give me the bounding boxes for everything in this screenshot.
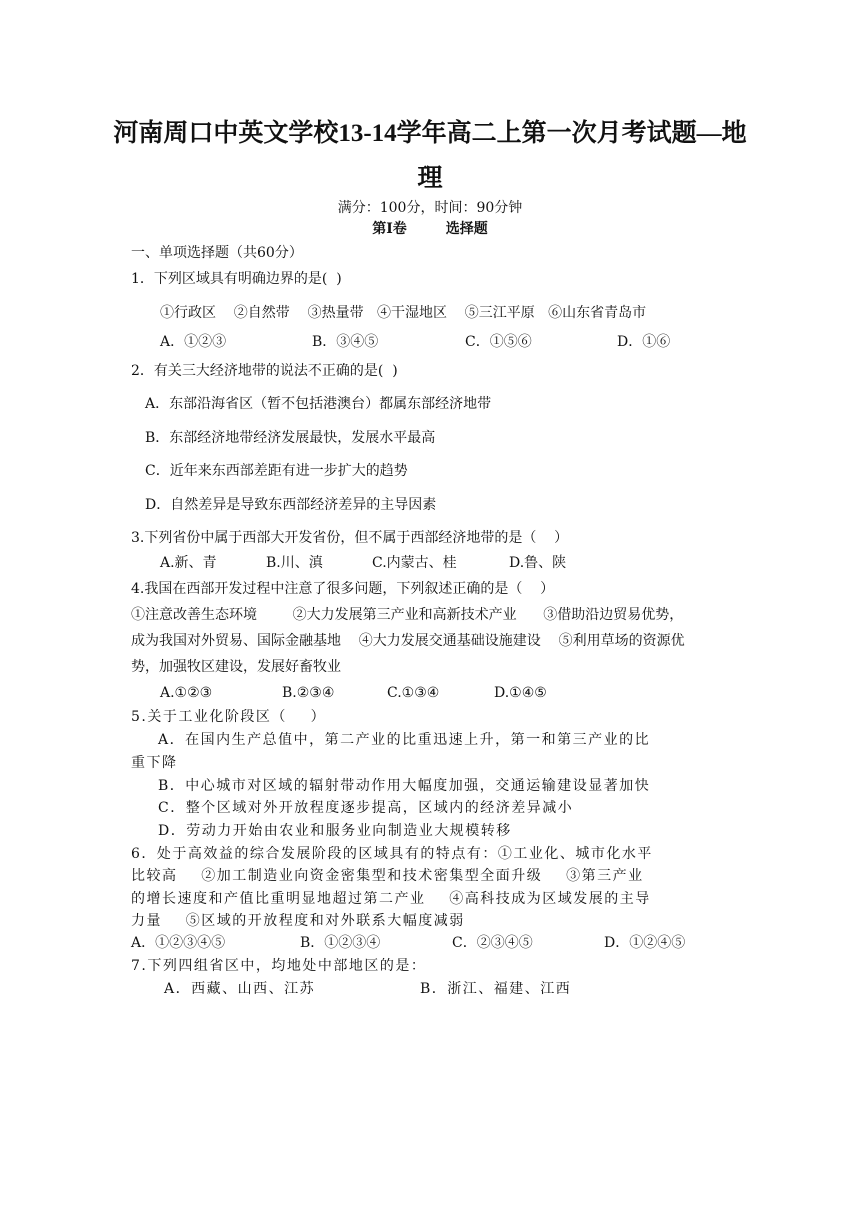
q1-option-c: C．①⑤⑥ [465,334,532,350]
q5-option-c: C．整个区域对外开放程度逐步提高，区域内的经济差异减小 [158,800,574,816]
q2-option-b: B．东部经济地带经济发展最快，发展水平最高 [145,430,436,446]
q3-option-b: B.川、滇 [266,555,323,571]
section-heading: 一、单项选择题（共60分） [131,245,303,261]
volume-heading: 第Ⅰ卷 选择题 [372,221,488,237]
q7-stem: 7.下列四组省区中，均地处中部地区的是： [131,958,427,974]
q1-stem: 1．下列区域具有明确边界的是( ) [131,271,342,287]
q2-stem: 2．有关三大经济地带的说法不正确的是( ) [131,363,398,379]
q6-option-d: D．①②④⑤ [604,935,686,951]
q4-line2: 成为我国对外贸易、国际金融基地 ④大力发展交通基础设施建设 ⑤利用草场的资源优 [131,633,685,649]
q2-option-a: A．东部沿海省区（暂不包括港澳台）都属东部经济地带 [145,396,492,412]
q3-option-a: A.新、青 [160,555,217,571]
q4-option-d: D.①④⑤ [494,685,547,701]
q4-option-a: A.①②③ [160,685,213,701]
q7-option-a: A．西藏、山西、江苏 [164,981,316,997]
exam-meta: 满分：100分，时间：90分钟 [337,200,523,216]
q1-option-a: A．①②③ [160,334,227,350]
q5-option-a-line1: A．在国内生产总值中，第二产业的比重迅速上升，第一和第三产业的比 [158,732,651,748]
q4-option-c: C.①③④ [387,685,440,701]
q2-option-c: C．近年来东西部差距有进一步扩大的趋势 [145,463,408,479]
q6-option-a: A．①②③④⑤ [131,935,226,951]
q6-line2: 比较高 ②加工制造业向资金密集型和技术密集型全面升级 ③第三产业 [131,868,644,884]
q6-option-b: B．①②③④ [300,935,381,951]
q6-option-c: C．②③④⑤ [452,935,533,951]
q3-option-d: D.鲁、陕 [509,555,567,571]
q3-stem: 3.下列省份中属于西部大开发省份，但不属于西部经济地带的是（ ） [131,530,569,546]
q1-items: ①行政区 ②自然带 ③热量带 ④干湿地区 ⑤三江平原 ⑥山东省青岛市 [160,305,647,321]
q4-stem: 4.我国在西部开发过程中注意了很多问题，下列叙述正确的是（ ） [131,581,555,597]
exam-title-line2: 理 [417,165,443,192]
q4-line1: ①注意改善生态环境 ②大力发展第三产业和高新技术产业 ③借助沿边贸易优势， [131,607,684,623]
q4-option-b: B.②③④ [282,685,335,701]
q6-line3: 的增长速度和产值比重明显地超过第二产业 ④高科技成为区域发展的主导 [131,891,651,907]
q3-option-c: C.内蒙古、桂 [372,555,457,571]
q5-option-a-line2: 重下降 [131,755,178,771]
q4-line3: 势，加强牧区建设，发展好畜牧业 [131,659,341,675]
q1-option-d: D．①⑥ [617,334,671,350]
q5-option-b: B．中心城市对区域的辐射带动作用大幅度加强，交通运输建设显著加快 [158,778,651,794]
q6-line1: 6．处于高效益的综合发展阶段的区域具有的特点有：①工业化、城市化水平 [131,846,653,862]
q6-line4: 力量 ⑤区域的开放程度和对外联系大幅度减弱 [131,913,465,929]
q1-option-b: B．③④⑤ [312,334,379,350]
q5-option-d: D．劳动力开始由农业和服务业向制造业大规模转移 [158,823,512,839]
q2-option-d: D．自然差异是导致东西部经济差异的主导因素 [145,497,437,513]
exam-title-line1: 河南周口中英文学校13-14学年高二上第一次月考试题—地 [113,120,747,147]
q5-stem: 5.关于工业化阶段区（ ） [131,709,327,725]
q7-option-b: B．浙江、福建、江西 [420,981,572,997]
